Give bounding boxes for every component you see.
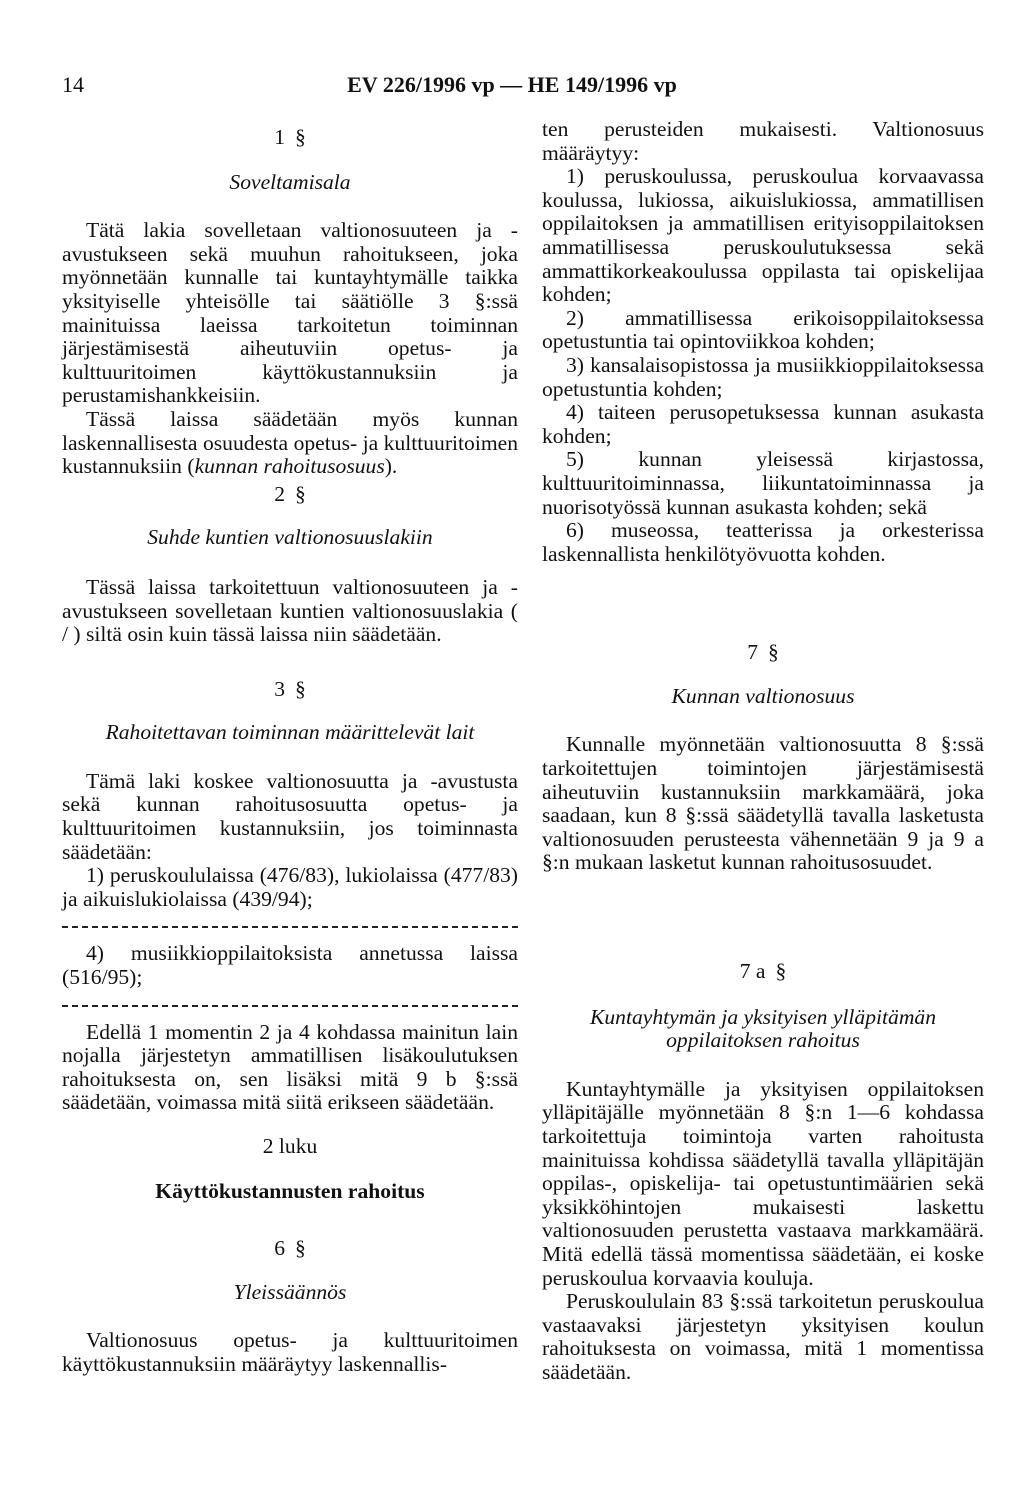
section-number: 1 <box>274 125 285 149</box>
chapter-title: Käyttökustannusten rahoitus <box>155 1178 425 1203</box>
section-heading-7a <box>542 960 984 984</box>
section-title-soveltamisala: Soveltamisala <box>229 169 351 194</box>
paragraph: Valtionosuus opetus- ja kulttuuritoimen käyttökustannuksiin määräytyy laskennallis- <box>62 1328 518 1376</box>
paragraph: ten perusteiden mukaisesti. Valtionosuus määräytyy: <box>542 117 984 165</box>
section-number: 7 a <box>739 959 766 984</box>
page-number: 14 <box>62 72 84 97</box>
section-number: 3 <box>274 676 285 701</box>
section-number: 2 <box>274 481 285 506</box>
section-sign: § <box>775 959 787 984</box>
section-heading-3 <box>62 678 518 702</box>
left-column <box>62 118 518 1377</box>
paragraph: Edellä 1 momentin 2 ja 4 kohdassa mainitun lain nojalla järjestetyn ammatillisen lisäkoulutuksen rahoituksesta on, sen lisäksi mitä 9 b §:ssä säädetään, voimassa mitä siitä erikseen säädetään. <box>62 1019 518 1115</box>
omission-line <box>62 926 518 928</box>
paragraph: Kunnalle myönnetään valtionosuutta 8 §:ssä tarkoitettujen toimintojen järjestämisestä aiheutuviin kustannuksiin markkamäärä, joka saadaan, kun 8 §:ssä säädetyllä tavalla lasketusta valtionosuuden perusteesta vähennetään 9 ja 9 a §:n mukaan lasketut kunnan rahoitusosuudet. <box>542 732 984 875</box>
section-sign: § <box>768 640 779 665</box>
section-heading-1 <box>62 126 518 150</box>
section-number: 6 <box>274 1236 285 1261</box>
section-sign: § <box>295 125 306 149</box>
section-heading-2 <box>62 483 518 507</box>
text-run: ). <box>384 454 398 479</box>
paragraph: Tässä laissa tarkoitettuun valtionosuuteen ja -avustukseen sovelletaan kuntien valtionosuuslakia ( / ) siltä osin kuin tässä laissa niin säädetään. <box>62 574 518 647</box>
section-title-suhde: Suhde kuntien valtionosuuslakiin <box>147 525 433 550</box>
paragraph: Tämä laki koskee valtionosuutta ja -avustusta sekä kunnan rahoitusosuutta opetus- ja kulttuuritoimen kustannuksiin, jos toiminnasta säädetään: <box>62 768 518 864</box>
list-item: 2) ammatillisessa erikoisoppilaitoksessa opetustuntia tai opintoviikkoa kohden; <box>542 305 984 354</box>
section-title-kunnan-valtionosuus: Kunnan valtionosuus <box>671 683 855 708</box>
list-item: 1) peruskoulussa, peruskoulua korvaavassa koulussa, lukiossa, aikuislukiossa, ammatillisen oppilaitoksen ja ammatillisen erityisoppilaitoksen ammatillisessa peruskoulutuksessa sekä ammattikorkeakoulussa oppilasta tai opiskelijaa kohden; <box>542 164 984 307</box>
list-item: 4) musiikkioppilaitoksista annetussa laissa (516/95); <box>62 941 518 990</box>
chapter-number: 2 luku <box>262 1134 318 1158</box>
italic-term: kunnan rahoitusosuus <box>194 454 385 479</box>
paragraph: Kuntayhtymälle ja yksityisen oppilaitoksen ylläpitäjälle myönnetään 8 §:n 1—6 kohdassa tarkoitettuja toimintoja varten rahoitusta mainituissa kohdissa säädetyllä tavalla ylläpitäjän oppilas-, opiskelija- tai opetustuntimäärien sekä yksikköhintojen mukaisesti laskettu valtionosuuden perustetta vastaava markkamäärä. Mitä edellä tässä momentissa säädetään, ei koske peruskoulua korvaavia kouluja. <box>542 1076 984 1290</box>
running-header: EV 226/1996 vp — HE 149/1996 vp <box>347 72 677 97</box>
section-number: 7 <box>747 640 758 665</box>
text-run: Tässä laissa säädetään myös kunnan laskennallisesta osuudesta opetus- ja kulttuuritoimen kustannuksiin ( <box>62 406 518 479</box>
section-sign: § <box>295 1236 306 1261</box>
section-title-rahoitettavan: Rahoitettavan toiminnan määrittelevät lait <box>105 720 475 745</box>
paragraph: Peruskoululain 83 §:ssä tarkoitetun peruskoulua vastaavaksi järjestetyn yksityisen koulun rahoituksesta on voimassa, mitä 1 momentissa säädetään. <box>542 1289 984 1384</box>
omission-line <box>62 1005 518 1007</box>
list-item: 5) kunnan yleisessä kirjastossa, kulttuuritoiminnassa, liikuntatoiminnassa ja nuorisotyössä kunnan asukasta kohden; sekä <box>542 447 984 519</box>
section-heading-6 <box>62 1237 518 1261</box>
section-title-yleissaannos: Yleissäännös <box>233 1279 347 1304</box>
section-sign: § <box>295 481 306 506</box>
list-item: 1) peruskoululaissa (476/83), lukiolaissa (477/83) ja aikuislukiolaissa (439/94); <box>62 863 518 911</box>
list-item: 3) kansalaisopistossa ja musiikkioppilaitoksessa opetustuntia kohden; <box>542 352 984 401</box>
right-column <box>542 118 984 1385</box>
section-sign: § <box>295 676 306 701</box>
paragraph <box>62 408 518 479</box>
list-item: 6) museossa, teatterissa ja orkesterissa laskennallista henkilötyövuotta kohden. <box>542 518 984 566</box>
paragraph: Tätä lakia sovelletaan valtionosuuteen ja -avustukseen sekä muuhun rahoitukseen, joka myönnetään kunnalle tai kuntayhtymälle taikka yksityiselle yhteisölle tai säätiölle 3 §:ssä mainituissa laeissa tarkoitetun toiminnan järjestämisestä aiheutuviin opetus- ja kulttuuritoimen käyttökustannuksiin ja perustamishankkeisiin. <box>62 218 518 408</box>
list-item: 4) taiteen perusopetuksessa kunnan asukasta kohden; <box>542 400 984 448</box>
section-heading-7 <box>542 641 984 665</box>
section-title-kuntayhtyman: Kuntayhtymän ja yksityisen ylläpitämän oppilaitoksen rahoitus <box>589 1004 937 1053</box>
